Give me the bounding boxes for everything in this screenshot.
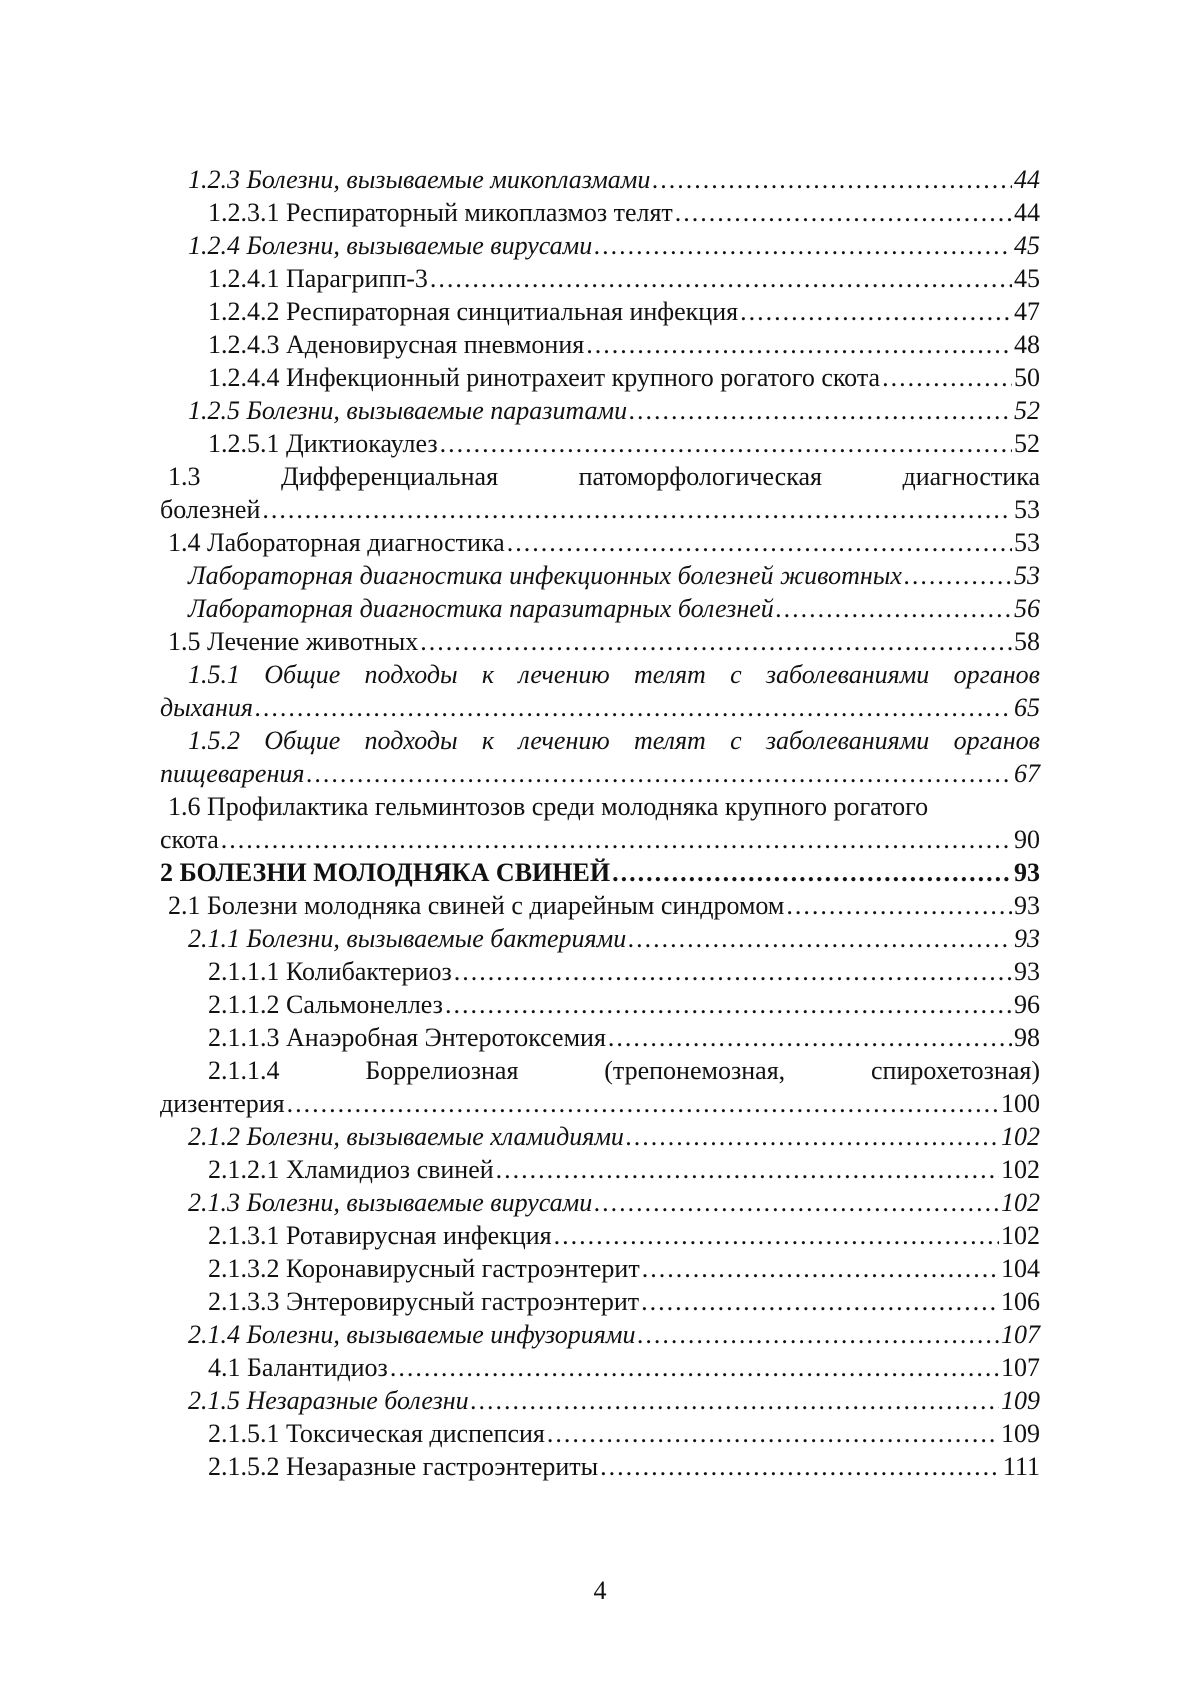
toc-entry-wrapped-line bbox=[160, 724, 1040, 757]
toc-dot-leader bbox=[740, 295, 1012, 328]
toc-entry-page: 109 bbox=[1001, 1386, 1040, 1415]
toc-entry bbox=[160, 988, 1040, 1021]
toc-entry-page: 111 bbox=[1002, 1452, 1040, 1481]
toc-entry bbox=[160, 856, 1040, 889]
toc-entry-page: 90 bbox=[1014, 825, 1040, 854]
toc-entry-title: 1.2.4.4 Инфекционный ринотрахеит крупного рогатого скота bbox=[208, 363, 881, 392]
toc-entry-title: 2.1 Болезни молодняка свиней с диарейным синдромом bbox=[168, 891, 785, 920]
toc-entry bbox=[160, 823, 1040, 856]
toc-dot-leader bbox=[629, 394, 1012, 427]
toc-entry-title: 2.1.5 Незаразные болезни bbox=[188, 1386, 469, 1415]
toc-dot-leader bbox=[306, 757, 1012, 790]
toc-dot-leader bbox=[430, 262, 1012, 295]
toc-word: 1.3 bbox=[168, 462, 201, 491]
toc-entry-title: 2.1.5.1 Токсическая диспепсия bbox=[208, 1419, 545, 1448]
toc-entry-page: 45 bbox=[1014, 264, 1040, 293]
toc-entry-title: 1.5 Лечение животных bbox=[168, 627, 419, 656]
toc-dot-leader bbox=[612, 856, 1012, 889]
toc-word: заболеваниями bbox=[765, 660, 930, 689]
toc-word: (трепонемозная, bbox=[604, 1056, 786, 1085]
toc-entry-title: 1.6 Профилактика гельминтозов среди молодняка крупного рогатого bbox=[168, 792, 929, 821]
toc-dot-leader bbox=[641, 1285, 999, 1318]
toc-word: органов bbox=[953, 660, 1040, 689]
toc-entry-title: Лабораторная диагностика паразитарных болезней bbox=[188, 594, 774, 623]
toc-entry-title: 1.2.4.2 Респираторная синцитиальная инфекция bbox=[208, 297, 739, 326]
toc-entry-page: 102 bbox=[1001, 1155, 1040, 1184]
toc-dot-leader bbox=[608, 1021, 1012, 1054]
toc-entry-title: 2.1.1.3 Анаэробная Энтеротоксемия bbox=[208, 1023, 606, 1052]
toc-dot-leader bbox=[637, 1318, 999, 1351]
toc-entry bbox=[160, 1417, 1040, 1450]
toc-entry bbox=[160, 196, 1040, 229]
table-of-contents bbox=[160, 163, 1040, 1483]
toc-word: заболеваниями bbox=[765, 726, 930, 755]
toc-entry-title: 2.1.3 Болезни, вызываемые вирусами bbox=[188, 1188, 593, 1217]
toc-entry-page: 58 bbox=[1014, 627, 1040, 656]
toc-entry-title: 2.1.3.1 Ротавирусная инфекция bbox=[208, 1221, 552, 1250]
toc-entry bbox=[160, 1450, 1040, 1483]
toc-dot-leader bbox=[586, 328, 1012, 361]
toc-entry-title: 4.1 Балантидиоз bbox=[208, 1353, 388, 1382]
toc-dot-leader bbox=[471, 1384, 999, 1417]
toc-entry-page: 47 bbox=[1014, 297, 1040, 326]
toc-dot-leader bbox=[255, 691, 1012, 724]
toc-entry-page: 93 bbox=[1014, 891, 1040, 920]
toc-dot-leader bbox=[547, 1417, 999, 1450]
toc-entry bbox=[160, 1318, 1040, 1351]
toc-entry-title: 1.2.5.1 Диктиокаулез bbox=[208, 429, 438, 458]
toc-word: 2.1.1.4 bbox=[208, 1056, 280, 1085]
toc-dot-leader bbox=[786, 889, 1012, 922]
toc-word: диагностика bbox=[902, 462, 1040, 491]
toc-entry bbox=[160, 1384, 1040, 1417]
toc-entry bbox=[160, 922, 1040, 955]
toc-entry-page: 53 bbox=[1014, 495, 1040, 524]
toc-dot-leader bbox=[287, 1087, 999, 1120]
toc-entry-page: 107 bbox=[1001, 1320, 1040, 1349]
toc-entry-title: 2.1.3.3 Энтеровирусный гастроэнтерит bbox=[208, 1287, 640, 1316]
toc-entry bbox=[160, 526, 1040, 559]
toc-entry-title: 2.1.3.2 Коронавирусный гастроэнтерит bbox=[208, 1254, 640, 1283]
toc-word: лечению bbox=[518, 726, 610, 755]
toc-word: 1.5.2 bbox=[188, 726, 240, 755]
toc-entry bbox=[160, 1120, 1040, 1153]
toc-entry-page: 44 bbox=[1014, 198, 1040, 227]
toc-entry-title: 2.1.1.2 Сальмонеллез bbox=[208, 990, 443, 1019]
toc-word: к bbox=[481, 660, 495, 689]
toc-entry bbox=[160, 592, 1040, 625]
toc-word: с bbox=[730, 726, 742, 755]
toc-entry bbox=[160, 625, 1040, 658]
toc-word: Дифференциальная bbox=[281, 462, 499, 491]
toc-entry-title: 1.2.4.3 Аденовирусная пневмония bbox=[208, 330, 585, 359]
toc-entry bbox=[160, 559, 1040, 592]
toc-entry-page: 102 bbox=[1001, 1188, 1040, 1217]
toc-entry bbox=[160, 328, 1040, 361]
toc-entry-page: 106 bbox=[1001, 1287, 1040, 1316]
toc-entry bbox=[160, 394, 1040, 427]
toc-entry-page: 93 bbox=[1014, 924, 1040, 953]
toc-entry-title: пищеварения bbox=[160, 759, 305, 788]
page-number: 4 bbox=[593, 1576, 607, 1605]
toc-entry bbox=[160, 1252, 1040, 1285]
toc-entry-page: 44 bbox=[1014, 165, 1040, 194]
toc-entry-page: 102 bbox=[1001, 1122, 1040, 1151]
toc-entry-page: 53 bbox=[1014, 561, 1040, 590]
toc-dot-leader bbox=[675, 196, 1012, 229]
toc-word: телят bbox=[633, 726, 706, 755]
toc-dot-leader bbox=[445, 988, 1012, 1021]
toc-entry bbox=[160, 262, 1040, 295]
toc-entry-page: 48 bbox=[1014, 330, 1040, 359]
toc-entry-title: 1.4 Лабораторная диагностика bbox=[168, 528, 505, 557]
toc-dot-leader bbox=[652, 163, 1012, 196]
toc-dot-leader bbox=[454, 955, 1012, 988]
toc-entry-title: дизентерия bbox=[160, 1089, 285, 1118]
toc-entry bbox=[160, 889, 1040, 922]
toc-dot-leader bbox=[628, 922, 1012, 955]
toc-entry-title: 2.1.4 Болезни, вызываемые инфузориями bbox=[188, 1320, 636, 1349]
toc-entry-page: 93 bbox=[1014, 957, 1040, 986]
toc-entry-title: 1.2.4.1 Парагрипп-3 bbox=[208, 264, 428, 293]
toc-dot-leader bbox=[882, 361, 1012, 394]
toc-word: Общие bbox=[264, 726, 341, 755]
toc-dot-leader bbox=[420, 625, 1012, 658]
toc-entry bbox=[160, 295, 1040, 328]
toc-dot-leader bbox=[262, 493, 1012, 526]
toc-entry-page: 50 bbox=[1014, 363, 1040, 392]
toc-entry-title: 2.1.2.1 Хламидиоз свиней bbox=[208, 1155, 494, 1184]
toc-entry-title: 1.2.3 Болезни, вызываемые микоплазмами bbox=[188, 165, 651, 194]
toc-entry-page: 52 bbox=[1014, 396, 1040, 425]
toc-entry-page: 67 bbox=[1014, 759, 1040, 788]
toc-entry bbox=[160, 691, 1040, 724]
toc-dot-leader bbox=[221, 823, 1012, 856]
toc-entry bbox=[160, 757, 1040, 790]
toc-entry-wrapped-line bbox=[160, 460, 1040, 493]
toc-entry-title: 1.2.4 Болезни, вызываемые вирусами bbox=[188, 231, 593, 260]
toc-word: Общие bbox=[264, 660, 341, 689]
toc-word: подходы bbox=[364, 726, 458, 755]
toc-entry-page: 109 bbox=[1001, 1419, 1040, 1448]
toc-word: к bbox=[481, 726, 495, 755]
toc-entry-page: 104 bbox=[1001, 1254, 1040, 1283]
toc-word: телят bbox=[633, 660, 706, 689]
toc-entry bbox=[160, 163, 1040, 196]
toc-dot-leader bbox=[507, 526, 1012, 559]
toc-dot-leader bbox=[642, 1252, 999, 1285]
toc-dot-leader bbox=[626, 1120, 999, 1153]
toc-entry-page: 98 bbox=[1014, 1023, 1040, 1052]
toc-entry bbox=[160, 1153, 1040, 1186]
toc-entry-title: 2.1.2 Болезни, вызываемые хламидиями bbox=[188, 1122, 624, 1151]
toc-entry-title: Лабораторная диагностика инфекционных болезней животных bbox=[188, 561, 902, 590]
toc-word: Боррелиозная bbox=[365, 1056, 519, 1085]
toc-entry-title: дыхания bbox=[160, 693, 253, 722]
toc-entry-title: 2 БОЛЕЗНИ МОЛОДНЯКА СВИНЕЙ bbox=[160, 858, 611, 887]
toc-entry-title: 2.1.1.1 Колибактериоз bbox=[208, 957, 452, 986]
toc-dot-leader bbox=[440, 427, 1012, 460]
toc-entry-page: 53 bbox=[1014, 528, 1040, 557]
toc-entry bbox=[160, 361, 1040, 394]
toc-entry-wrapped-line bbox=[160, 658, 1040, 691]
toc-word: с bbox=[730, 660, 742, 689]
toc-dot-leader bbox=[776, 592, 1012, 625]
toc-entry bbox=[160, 1087, 1040, 1120]
toc-word: 1.5.1 bbox=[188, 660, 240, 689]
toc-entry-page: 102 bbox=[1001, 1221, 1040, 1250]
toc-word: подходы bbox=[364, 660, 458, 689]
toc-dot-leader bbox=[904, 559, 1012, 592]
toc-entry bbox=[160, 955, 1040, 988]
toc-word: лечению bbox=[518, 660, 610, 689]
toc-word: спирохетозная) bbox=[871, 1056, 1040, 1085]
toc-dot-leader bbox=[600, 1450, 1001, 1483]
toc-entry bbox=[160, 493, 1040, 526]
toc-dot-leader bbox=[594, 1186, 999, 1219]
toc-dot-leader bbox=[554, 1219, 999, 1252]
toc-entry-page: 100 bbox=[1001, 1089, 1040, 1118]
toc-entry-title: болезней bbox=[160, 495, 261, 524]
toc-entry-title: 1.2.3.1 Респираторный микоплазмоз телят bbox=[208, 198, 673, 227]
toc-entry-title: скота bbox=[160, 825, 219, 854]
toc-entry bbox=[160, 1351, 1040, 1384]
toc-entry-wrapped-line bbox=[160, 790, 1040, 823]
toc-dot-leader bbox=[594, 229, 1012, 262]
toc-entry-title: 2.1.5.2 Незаразные гастроэнтериты bbox=[208, 1452, 599, 1481]
toc-entry bbox=[160, 1219, 1040, 1252]
toc-word: органов bbox=[953, 726, 1040, 755]
toc-entry bbox=[160, 1021, 1040, 1054]
toc-entry bbox=[160, 427, 1040, 460]
toc-entry bbox=[160, 229, 1040, 262]
toc-entry-title: 1.2.5 Болезни, вызываемые паразитами bbox=[188, 396, 628, 425]
toc-entry-page: 56 bbox=[1014, 594, 1040, 623]
toc-entry-page: 45 bbox=[1014, 231, 1040, 260]
toc-entry-page: 107 bbox=[1001, 1353, 1040, 1382]
toc-entry-page: 52 bbox=[1014, 429, 1040, 458]
toc-entry-wrapped-line bbox=[160, 1054, 1040, 1087]
toc-entry-page: 96 bbox=[1014, 990, 1040, 1019]
toc-entry bbox=[160, 1186, 1040, 1219]
toc-entry-title: 2.1.1 Болезни, вызываемые бактериями bbox=[188, 924, 627, 953]
toc-entry-page: 65 bbox=[1014, 693, 1040, 722]
toc-entry-page: 93 bbox=[1014, 858, 1040, 887]
toc-dot-leader bbox=[496, 1153, 999, 1186]
toc-dot-leader bbox=[390, 1351, 999, 1384]
toc-word: патоморфологическая bbox=[578, 462, 822, 491]
toc-entry bbox=[160, 1285, 1040, 1318]
